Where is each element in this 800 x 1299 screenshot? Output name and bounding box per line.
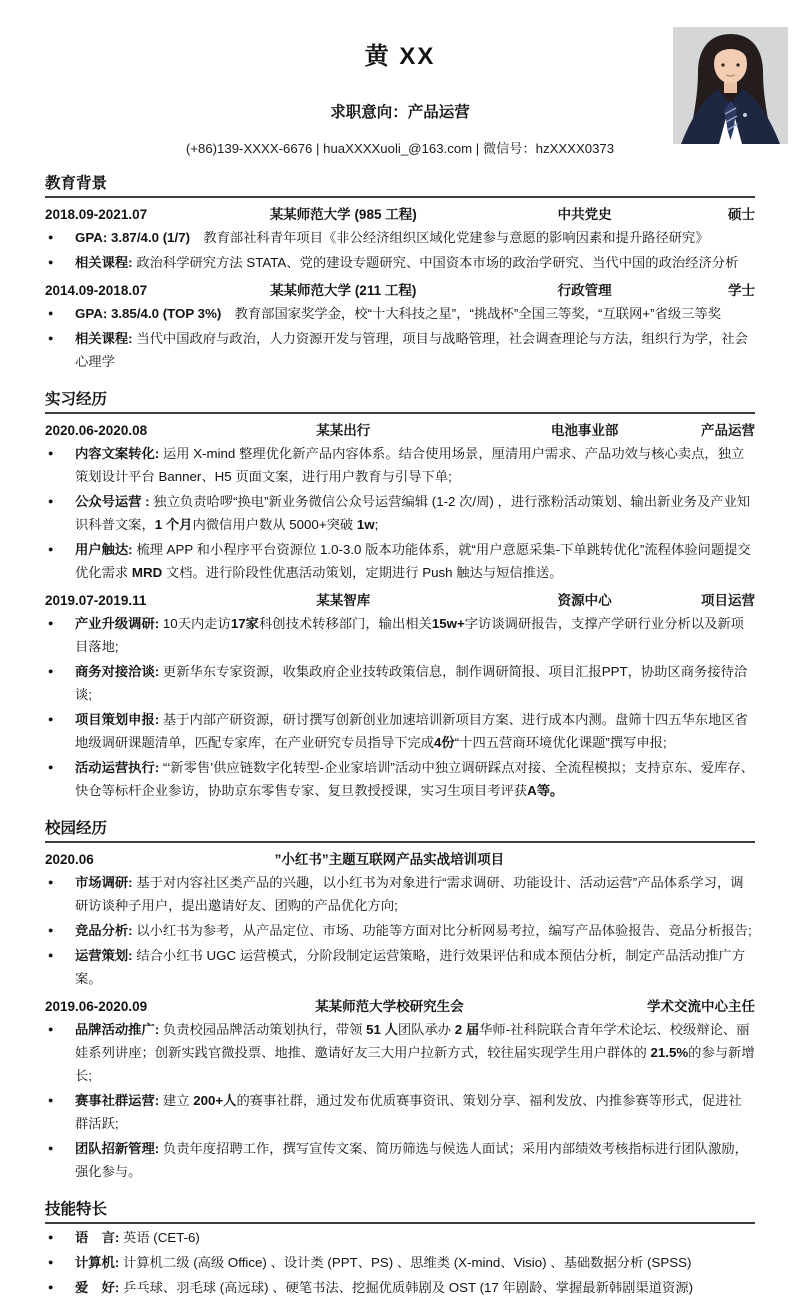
bullet-icon: ●: [48, 1257, 54, 1267]
entry-col: 产品运营: [701, 423, 755, 438]
text-segment: 产业升级调研:: [75, 616, 160, 631]
bullet-text: [75, 446, 744, 484]
job-objective: 求职意向：产品运营: [330, 104, 470, 121]
sections-container: [45, 171, 755, 1299]
entry-col: 行政管理: [557, 283, 612, 298]
entry-row: [45, 421, 755, 440]
text-segment: 教育部国家奖学金，校“十大科技之星”，“挑战杯”全国三等奖，“互联网+”省级三等奖: [221, 306, 722, 321]
bullet-text: [75, 923, 752, 938]
bullet-icon: ●: [48, 666, 54, 676]
text-segment: 竞品分析:: [75, 923, 133, 938]
entry-col: 学术交流中心主任: [647, 999, 755, 1014]
bullet-icon: ●: [48, 308, 54, 318]
entry-col: 2018.09-2021.07: [45, 207, 148, 222]
bullet-icon: ●: [48, 1095, 54, 1105]
text-segment: 公众号运营 :: [75, 494, 150, 509]
bullet-text: [75, 712, 748, 750]
text-segment: 英语 (CET-6): [119, 1230, 200, 1245]
text-segment: 计算机:: [75, 1255, 120, 1270]
bullet-item: [45, 1089, 755, 1135]
text-segment: 当代中国政府与政治，人力资源开发与管理，项目与战略管理，社会调查理论与方法，组织行为学，社会心理学: [75, 331, 748, 369]
text-segment: 负责校园品牌活动策划执行，带领: [159, 1022, 367, 1037]
entry-col: ”小红书”主题互联网产品实战培训项目: [274, 852, 505, 867]
section-campus: [45, 816, 755, 1183]
section-title: 实习经历: [45, 387, 755, 414]
text-segment: 活动运营执行:: [75, 760, 160, 775]
text-segment: 1w: [356, 517, 375, 532]
bullet-icon: ●: [48, 925, 54, 935]
bullet-item: [45, 442, 755, 488]
text-segment: 乒乓球、羽毛球 (高远球) 、硬笔书法、挖掘优质韩剧及 OST (17 年剧龄、掌握最新韩剧渠道资源): [119, 1280, 694, 1295]
section-title: 校园经历: [45, 816, 755, 843]
text-segment: 文档。进行阶段性优惠活动策划，定期进行 Push 触达与短信推送。: [162, 565, 563, 580]
bullet-text: [75, 1141, 748, 1179]
text-segment: 更新华东专家资源，收集政府企业技转政策信息，制作调研简报、项目汇报PPT，协助区商务接待洽谈;: [75, 664, 748, 702]
bullet-item: [45, 1018, 755, 1087]
text-segment: ;: [374, 517, 379, 532]
text-segment: 计算机二级 (高级 Office) 、设计类 (PPT、PS) 、思维类 (X-mind、Visio) 、基础数据分析 (SPSS): [119, 1255, 692, 1270]
bullet-text: [75, 230, 709, 245]
bullet-item: [45, 1276, 755, 1299]
entry-col: 2014.09-2018.07: [45, 283, 148, 298]
text-segment: 内容文案转化:: [75, 446, 160, 461]
text-segment: 相关课程:: [75, 331, 133, 346]
bullet-item: [45, 302, 755, 325]
text-segment: 科创技术转移部门，输出相关: [258, 616, 432, 631]
bullet-item: [45, 1226, 755, 1249]
bullet-item: [45, 660, 755, 706]
text-segment: 政治科学研究方法 STATA、党的建设专题研究、中国资本市场的政治学研究、当代中国的政治经济分析: [132, 255, 739, 270]
text-segment: 以小红书为参考，从产品定位、市场、功能等方面对比分析网易考拉，编写产品体验报告、竞品分析报告;: [132, 923, 752, 938]
section-internship: [45, 387, 755, 802]
bullet-item: [45, 538, 755, 584]
bullet-text: [75, 331, 748, 369]
bullet-icon: ●: [48, 232, 54, 242]
text-segment: 结合小红书 UGC 运营模式，分阶段制定运营策略，进行效果评估和成本预估分析，制定产品活动推广方案。: [75, 948, 746, 986]
text-segment: 10天内走访: [159, 616, 231, 631]
bullet-item: [45, 612, 755, 658]
bullet-text: [75, 760, 754, 798]
bullet-text: [75, 1022, 755, 1083]
bullet-item: [45, 1251, 755, 1274]
bullet-text: [75, 1280, 693, 1295]
text-segment: 市场调研:: [75, 875, 133, 890]
entry-col: 某某师范大学 (211 工程): [270, 283, 417, 298]
text-segment: 赛事社群运营:: [75, 1093, 160, 1108]
entry-col: 硕士: [728, 207, 755, 222]
bullet-icon: ●: [48, 1143, 54, 1153]
entry-row: [45, 850, 755, 869]
entry-col: 某某出行: [316, 423, 371, 438]
entry-col: 2019.06-2020.09: [45, 999, 148, 1014]
bullet-item: [45, 756, 755, 802]
text-segment: 的赛事社群，通过发布优质赛事资讯、策划分享、福利发放、内推参赛等形式，促进社群活跃;: [75, 1093, 742, 1131]
id-photo-illustration: [673, 27, 788, 144]
text-segment: 负责年度招聘工作，撰写宣传文案、简历筛选与候选人面试；采用内部绩效考核指标进行团队激励，强化参与。: [75, 1141, 748, 1179]
contact-line: (+86)139-XXXX-6676 | huaXXXXuoli_@163.com | 微信号：hzXXXX0373: [185, 141, 615, 156]
bullet-icon: ●: [48, 257, 54, 267]
text-segment: 运营策划:: [75, 948, 133, 963]
entry-col: 2020.06: [45, 852, 94, 867]
text-segment: 建立: [159, 1093, 194, 1108]
text-segment: 内微信用户数从 5000+突破: [192, 517, 357, 532]
bullet-text: [75, 664, 747, 702]
bullet-text: [75, 1093, 742, 1131]
bullet-item: [45, 327, 755, 373]
bullet-icon: ●: [48, 1282, 54, 1292]
bullet-icon: ●: [48, 877, 54, 887]
entry-col: 资源中心: [557, 593, 612, 608]
bullet-text: [75, 494, 750, 532]
text-segment: 梳理 APP 和小程序平台资源位 1.0-3.0 版本功能体系，就“用户意愿采集-下单跳转优化”流程体验问题提交优化需求: [75, 542, 751, 580]
bullet-item: [45, 251, 755, 274]
text-segment: 基于内部产研资源，研讨撰写创新创业加速培训新项目方案、进行成本内测。盘筛十四五华东地区省地级调研课题清单，匹配专家库，在产业研究专员指导下完成: [75, 712, 748, 750]
entry-row: [45, 281, 755, 300]
entry-row: [45, 997, 755, 1016]
bullet-item: [45, 944, 755, 990]
text-segment: A等。: [527, 783, 564, 798]
entry-row: [45, 205, 755, 224]
bullet-text: [75, 255, 738, 270]
text-segment: 51 人: [366, 1022, 398, 1037]
section-title: 技能特长: [45, 1197, 755, 1224]
entry-row: [45, 591, 755, 610]
text-segment: 团队承办: [397, 1022, 455, 1037]
text-segment: 字访谈调研报告，支撑产学研行业分析以及新项目落地;: [75, 616, 744, 654]
bullet-text: [75, 542, 751, 580]
text-segment: 17家: [230, 616, 259, 631]
text-segment: “‘新零售’供应链数字化转型-企业家培训”活动中独立调研踩点对接、全流程模拟；支持京东、爱库存、快仓等标杆企业参访，协助京东零售专家、复旦教授授课，实习生项目考评获: [75, 760, 754, 798]
text-segment: 基于对内容社区类产品的兴趣，以小红书为对象进行“需求调研、功能设计、活动运营”产品体系学习，调研访谈种子用户，提出邀请好友、团购的产品优化方向;: [75, 875, 744, 913]
text-segment: 15w+: [431, 616, 465, 631]
text-segment: 200+人: [193, 1093, 237, 1108]
text-segment: 商务对接洽谈:: [75, 664, 160, 679]
text-segment: 1 个月: [154, 517, 193, 532]
bullet-text: [75, 1255, 691, 1270]
bullet-item: [45, 871, 755, 917]
section-education: [45, 171, 755, 373]
text-segment: 教育部社科青年项目《非公经济组织区域化党建参与意愿的影响因素和提升路径研究》: [190, 230, 709, 245]
bullet-icon: ●: [48, 1232, 54, 1242]
bullet-icon: ●: [48, 448, 54, 458]
text-segment: 团队招新管理:: [75, 1141, 160, 1156]
entry-col: 某某师范大学 (985 工程): [269, 207, 417, 222]
bullet-text: [75, 1230, 200, 1245]
text-segment: GPA: 3.87/4.0 (1/7): [75, 230, 191, 245]
entry-col: 中共党史: [557, 207, 612, 222]
text-segment: 21.5%: [650, 1045, 689, 1060]
text-segment: 2 届: [454, 1022, 480, 1037]
text-segment: 项目策划申报:: [75, 712, 160, 727]
bullet-item: [45, 708, 755, 754]
text-segment: MRD: [131, 565, 163, 580]
text-segment: 的参与新增长;: [75, 1045, 755, 1083]
text-segment: 华师-社科院联合青年学术论坛、校级辩论、丽娃系列讲座；创新实践官微投票、地推、邀请好友三大用户拉新方式，较往届实现学生用户群体的: [75, 1022, 750, 1060]
entry-col: 学士: [728, 283, 755, 298]
bullet-text: [75, 948, 745, 986]
entry-col: 项目运营: [701, 593, 755, 608]
text-segment: “十四五营商环境优化课题”撰写申报;: [454, 735, 667, 750]
text-segment: GPA: 3.85/4.0 (TOP 3%): [75, 306, 222, 321]
bullet-icon: ●: [48, 950, 54, 960]
bullet-icon: ●: [48, 714, 54, 724]
text-segment: 运用 X-mind 整理优化新产品内容体系。结合使用场景，厘清用户需求、产品功效与核心卖点，独立策划设计平台 Banner、H5 页面文案，进行用户教育与引导下单;: [75, 446, 745, 484]
text-segment: 品牌活动推广:: [75, 1022, 160, 1037]
text-segment: 独立负责哈啰“换电”新业务微信公众号运营编辑 (1-2 次/周) ，进行涨粉活动策划、输出新业务及产业知识科普文案，: [75, 494, 751, 532]
text-segment: 语 言:: [75, 1230, 120, 1245]
section-title: 教育背景: [45, 171, 755, 198]
bullet-icon: ●: [48, 333, 54, 343]
bullet-icon: ●: [48, 544, 54, 554]
text-segment: 爱 好:: [75, 1280, 120, 1295]
profile-photo: [673, 27, 788, 144]
bullet-item: [45, 490, 755, 536]
entry-col: 某某师范大学校研究生会: [315, 999, 464, 1014]
entry-col: 2020.06-2020.08: [45, 423, 148, 438]
section-skills: [45, 1197, 755, 1299]
candidate-name: 黄 XX: [364, 43, 436, 70]
text-segment: 相关课程:: [75, 255, 133, 270]
entry-col: 电池事业部: [550, 423, 619, 438]
bullet-item: [45, 1137, 755, 1183]
bullet-text: [75, 616, 744, 654]
entry-col: 2019.07-2019.11: [45, 593, 147, 608]
bullet-icon: ●: [48, 762, 54, 772]
bullet-text: [75, 306, 721, 321]
bullet-item: [45, 226, 755, 249]
text-segment: 用户触达:: [75, 542, 133, 557]
bullet-item: [45, 919, 755, 942]
bullet-icon: ●: [48, 618, 54, 628]
bullet-icon: ●: [48, 1024, 54, 1034]
bullet-text: [75, 875, 744, 913]
text-segment: 4份: [434, 735, 455, 750]
entry-col: 某某智库: [316, 593, 371, 608]
bullet-icon: ●: [48, 496, 54, 506]
